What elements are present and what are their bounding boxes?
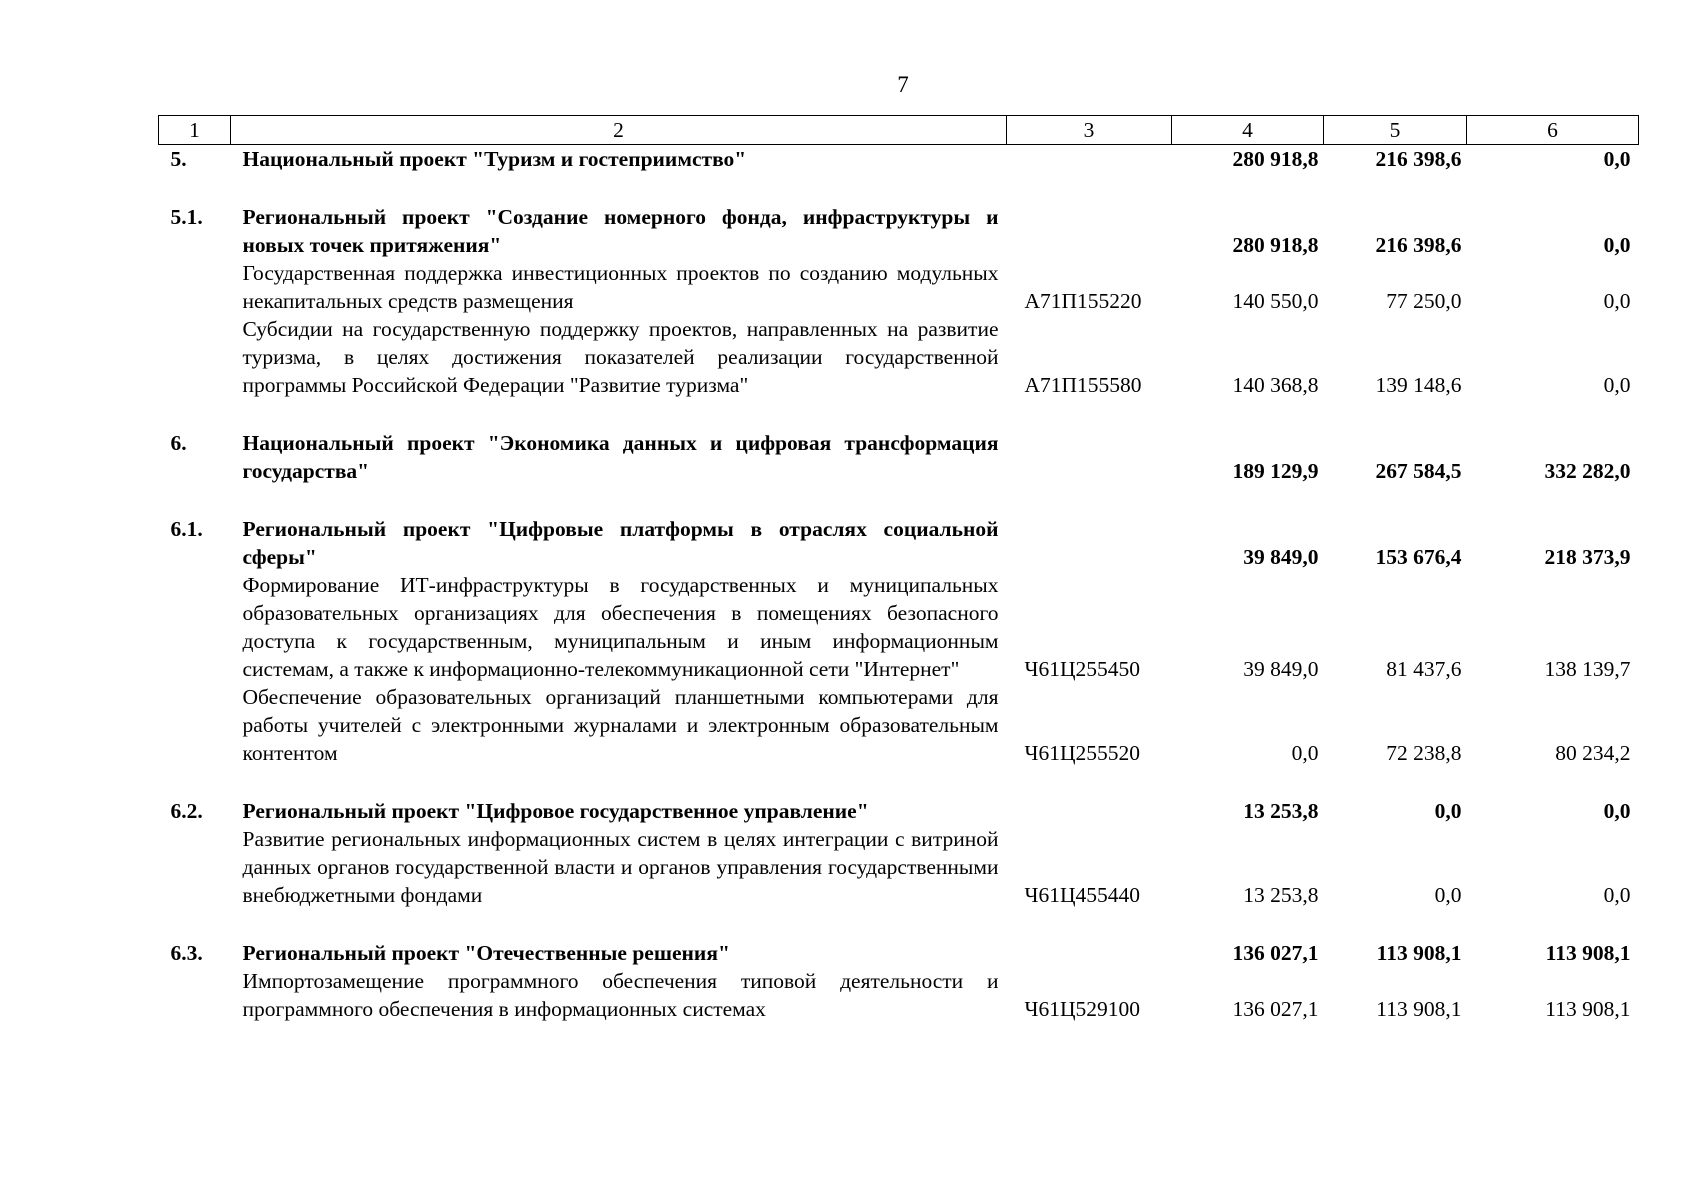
- row-name: Субсидии на государственную поддержку проектов, направленных на развитие туризма, в целях достижения показателей реализации государственной программы Российской Федерации "Развитие туризма": [242, 317, 999, 397]
- row-code: [1007, 797, 1172, 825]
- row-value-col6: 0,0: [1603, 147, 1631, 171]
- row-value-col4: 140 368,8: [1232, 373, 1319, 397]
- header-col-1: 1: [159, 116, 231, 145]
- table-row: [159, 315, 1639, 399]
- row-name: Региональный проект "Цифровое государственное управление": [242, 799, 869, 823]
- table-row: [159, 825, 1639, 909]
- table-row: [159, 259, 1639, 315]
- row-code: [1007, 939, 1172, 967]
- row-number: 6.: [170, 431, 187, 455]
- header-col-4: 4: [1172, 116, 1324, 145]
- table-row: [159, 429, 1639, 485]
- row-code: Ч61Ц255520: [1024, 741, 1140, 765]
- row-number: 5.1.: [170, 205, 203, 229]
- row-name: Региональный проект "Отечественные решения": [242, 941, 730, 965]
- row-value-col4: 13 253,8: [1243, 883, 1319, 907]
- row-name: Национальный проект "Экономика данных и цифровая трансформация государства": [242, 431, 999, 483]
- row-name: Обеспечение образовательных организаций планшетными компьютерами для работы учителей с электронными журналами и электронным образовательным контентом: [242, 685, 999, 765]
- page-number: 7: [897, 72, 909, 97]
- row-value-col4: 0,0: [1291, 741, 1319, 765]
- row-code: [1007, 515, 1172, 571]
- row-number: [159, 315, 231, 399]
- table-row: [159, 967, 1639, 1023]
- row-number: [159, 967, 231, 1023]
- row-number: [159, 259, 231, 315]
- row-value-col5: 267 584,5: [1375, 459, 1462, 483]
- table-row: [159, 683, 1639, 767]
- row-value-col4: 136 027,1: [1232, 941, 1319, 965]
- header-col-3: 3: [1007, 116, 1172, 145]
- row-name: Государственная поддержка инвестиционных проектов по созданию модульных некапитальных средств размещения: [242, 261, 999, 313]
- table-row: [159, 571, 1639, 683]
- row-name: Импортозамещение программного обеспечения типовой деятельности и программного обеспечения в информационных системах: [242, 969, 999, 1021]
- row-value-col5: 77 250,0: [1386, 289, 1462, 313]
- row-value-col5: 153 676,4: [1375, 545, 1462, 569]
- row-value-col4: 13 253,8: [1243, 799, 1319, 823]
- row-value-col6: 332 282,0: [1544, 459, 1631, 483]
- row-value-col6: 0,0: [1603, 289, 1631, 313]
- row-number: 6.2.: [170, 799, 203, 823]
- row-value-col5: 0,0: [1434, 883, 1462, 907]
- row-value-col4: 140 550,0: [1232, 289, 1319, 313]
- table-row: [159, 515, 1639, 571]
- row-value-col5: 0,0: [1434, 799, 1462, 823]
- table-row: [159, 203, 1639, 259]
- row-code: [1007, 203, 1172, 259]
- row-number: [159, 683, 231, 767]
- row-name: Развитие региональных информационных систем в целях интеграции с витриной данных органов государственной власти и органов управления государственными внебюджетными фондами: [242, 827, 999, 907]
- row-value-col4: 39 849,0: [1243, 657, 1319, 681]
- row-value-col6: 0,0: [1603, 233, 1631, 257]
- table-row: [159, 145, 1639, 174]
- row-value-col4: 39 849,0: [1243, 545, 1319, 569]
- row-value-col4: 136 027,1: [1232, 997, 1319, 1021]
- row-value-col6: 218 373,9: [1544, 545, 1631, 569]
- row-value-col5: 139 148,6: [1375, 373, 1462, 397]
- row-name: Региональный проект "Цифровые платформы в отраслях социальной сферы": [242, 517, 999, 569]
- row-number: 6.1.: [170, 517, 203, 541]
- row-value-col6: 0,0: [1603, 799, 1631, 823]
- row-value-col5: 216 398,6: [1375, 233, 1462, 257]
- row-name: Национальный проект "Туризм и гостеприимство": [242, 147, 747, 171]
- row-code: А71П155220: [1024, 289, 1142, 313]
- row-code: [1007, 145, 1172, 174]
- row-value-col5: 113 908,1: [1376, 941, 1462, 965]
- header-col-2: 2: [231, 116, 1007, 145]
- row-number: [159, 571, 231, 683]
- budget-table: [158, 115, 1639, 1023]
- row-code: Ч61Ц529100: [1024, 997, 1140, 1021]
- header-row: [159, 116, 1639, 145]
- row-number: 6.3.: [170, 941, 203, 965]
- row-value-col4: 280 918,8: [1232, 233, 1319, 257]
- row-value-col6: 0,0: [1603, 883, 1631, 907]
- row-value-col6: 113 908,1: [1545, 941, 1631, 965]
- row-value-col6: 0,0: [1603, 373, 1631, 397]
- row-number: [159, 825, 231, 909]
- row-value-col4: 189 129,9: [1232, 459, 1319, 483]
- row-value-col5: 81 437,6: [1386, 657, 1462, 681]
- row-value-col5: 216 398,6: [1375, 147, 1462, 171]
- row-code: [1007, 429, 1172, 485]
- row-value-col6: 138 139,7: [1544, 657, 1631, 681]
- row-value-col6: 80 234,2: [1555, 741, 1631, 765]
- header-col-5: 5: [1324, 116, 1467, 145]
- table-row: [159, 797, 1639, 825]
- row-code: Ч61Ц255450: [1024, 657, 1140, 681]
- header-col-6: 6: [1467, 116, 1639, 145]
- row-value-col6: 113 908,1: [1545, 997, 1631, 1021]
- row-number: 5.: [170, 147, 187, 171]
- row-value-col4: 280 918,8: [1232, 147, 1319, 171]
- row-name: Региональный проект "Создание номерного фонда, инфраструктуры и новых точек притяжения": [242, 205, 999, 257]
- row-value-col5: 72 238,8: [1386, 741, 1462, 765]
- row-code: Ч61Ц455440: [1024, 883, 1140, 907]
- row-value-col5: 113 908,1: [1376, 997, 1462, 1021]
- table-row: [159, 939, 1639, 967]
- row-code: А71П155580: [1024, 373, 1142, 397]
- row-name: Формирование ИТ-инфраструктуры в государственных и муниципальных образовательных организациях для обеспечения в помещениях безопасного доступа к государственным, муниципальным и иным информационным системам, а также к информационно-телекоммуникационной сети "Интернет": [242, 573, 999, 681]
